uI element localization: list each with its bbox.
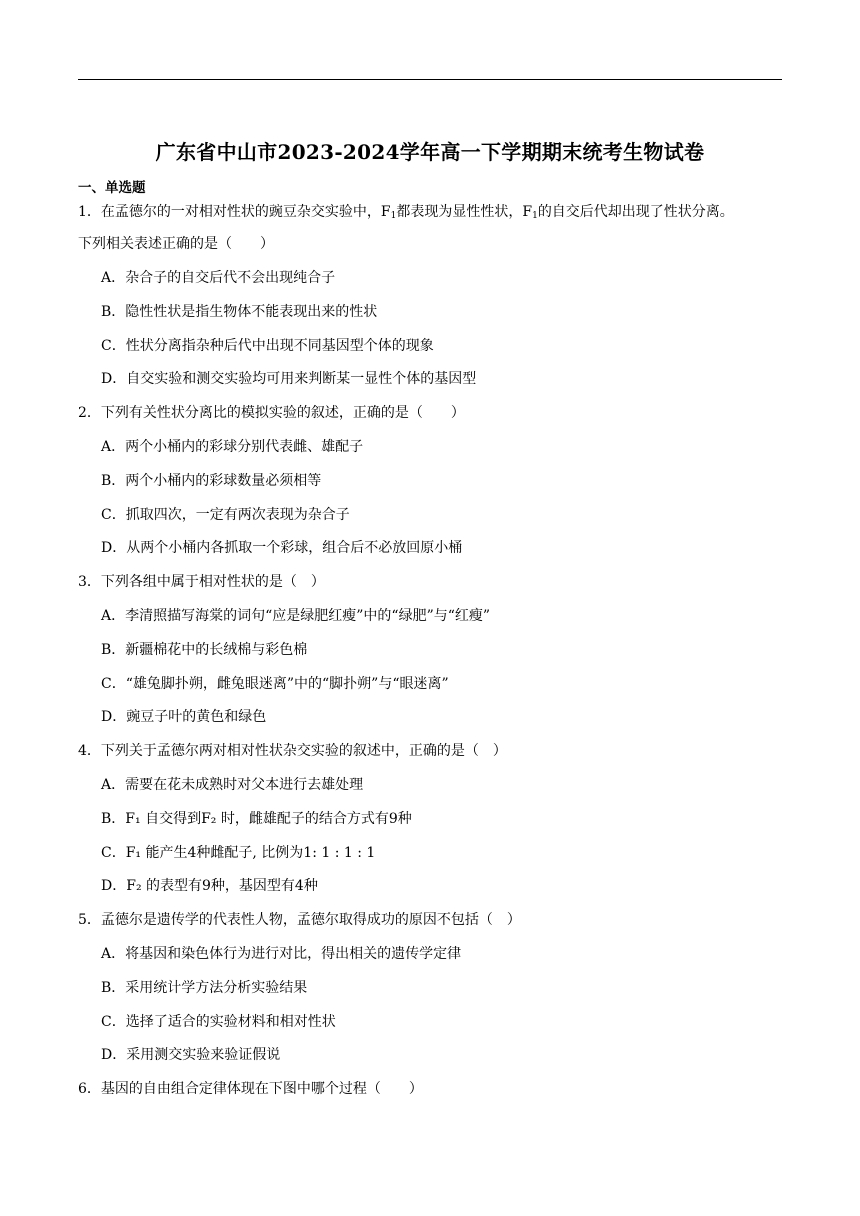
question-5-option-b: B．采用统计学方法分析实验结果 bbox=[101, 980, 308, 996]
question-5-option-d: D．采用测交实验来验证假说 bbox=[101, 1047, 281, 1063]
question-2-option-b: B．两个小桶内的彩球数量必须相等 bbox=[101, 473, 322, 489]
question-3-option-a: A．李清照描写海棠的词句“应是绿肥红瘦”中的“绿肥”与“红瘦” bbox=[101, 608, 491, 624]
question-1-option-a: A．杂合子的自交后代不会出现纯合子 bbox=[101, 270, 336, 286]
question-4-stem: 4．下列关于孟德尔两对相对性状杂交实验的叙述中，正确的是（ ） bbox=[78, 743, 507, 759]
question-5-option-a: A．将基因和染色体行为进行对比，得出相关的遗传学定律 bbox=[101, 946, 462, 962]
question-2-stem: 2．下列有关性状分离比的模拟实验的叙述，正确的是（ ） bbox=[78, 405, 465, 421]
question-1-stem: 1．在孟德尔的一对相对性状的豌豆杂交实验中，$F_1$都表现为显性性状，$F_1$的自交后代却出现了性状分离。 bbox=[78, 204, 734, 221]
question-1-option-d: D．自交实验和测交实验均可用来判断某一显性个体的基因型 bbox=[101, 371, 477, 387]
question-2-option-a: A．两个小桶内的彩球分别代表雌、雄配子 bbox=[101, 439, 364, 455]
question-3-option-d: D．豌豆子叶的黄色和绿色 bbox=[101, 709, 267, 725]
question-4-option-a: A．需要在花未成熟时对父本进行去雄处理 bbox=[101, 777, 364, 793]
question-4-option-c: C．F₁ 能产生4种雌配子, 比例为1: 1 : 1 : 1 bbox=[101, 845, 376, 861]
question-1-option-b: B．隐性性状是指生物体不能表现出来的性状 bbox=[101, 304, 378, 320]
question-3-stem: 3．下列各组中属于相对性状的是（ ） bbox=[78, 574, 325, 590]
question-1-stem-cont: 下列相关表述正确的是（ ） bbox=[78, 236, 274, 252]
section-heading: 一、单选题 bbox=[78, 180, 146, 196]
question-3-option-b: B．新疆棉花中的长绒棉与彩色棉 bbox=[101, 642, 308, 658]
question-5-stem: 5．孟德尔是遗传学的代表性人物，孟德尔取得成功的原因不包括（ ） bbox=[78, 912, 521, 928]
question-6-stem: 6．基因的自由组合定律体现在下图中哪个过程（ ） bbox=[78, 1081, 423, 1097]
question-2-option-c: C．抓取四次，一定有两次表现为杂合子 bbox=[101, 507, 350, 523]
page-title: 广东省中山市2023-2024学年高一下学期期末统考生物试卷 bbox=[155, 140, 705, 164]
question-4-option-d: D．F₂ 的表型有9种，基因型有4种 bbox=[101, 878, 318, 894]
question-3-option-c: C．“雄兔脚扑朔，雌兔眼迷离”中的“脚扑朔”与“眼迷离” bbox=[101, 676, 449, 692]
question-4-option-b: B．F₁ 自交得到F₂ 时，雌雄配子的结合方式有9种 bbox=[101, 811, 412, 827]
question-5-option-c: C．选择了适合的实验材料和相对性状 bbox=[101, 1014, 336, 1030]
question-2-option-d: D．从两个小桶内各抓取一个彩球，组合后不必放回原小桶 bbox=[101, 540, 463, 556]
question-1-option-c: C．性状分离指杂种后代中出现不同基因型个体的现象 bbox=[101, 338, 434, 354]
header-rule bbox=[78, 79, 782, 80]
